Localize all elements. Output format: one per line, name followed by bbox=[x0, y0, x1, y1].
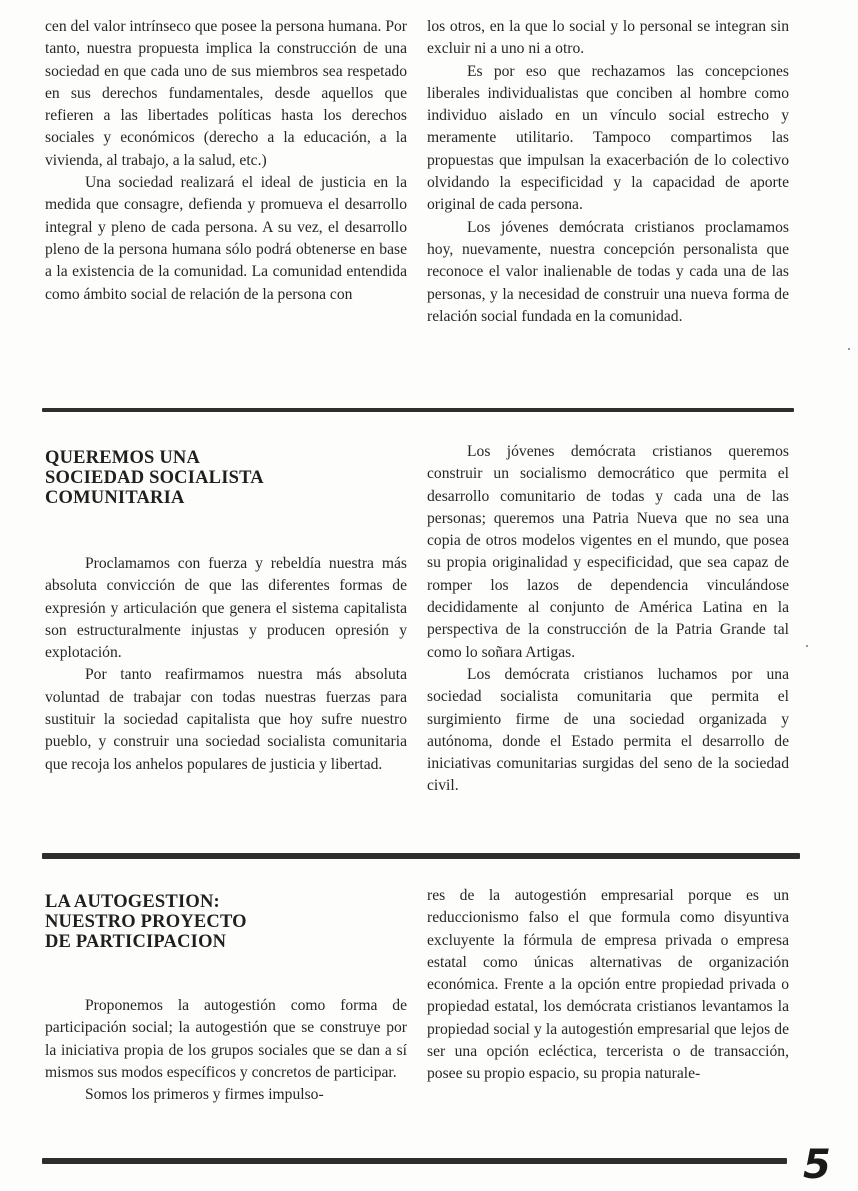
top-right-column bbox=[427, 16, 789, 328]
page-number: 5 bbox=[803, 1142, 831, 1188]
paragraph: Una sociedad realizará el ideal de justicia en la medida que consagre, defienda y promueva el desarrollo integral y pleno de cada persona. A su vez, el desarrollo pleno de la persona humana sólo podrá obtenerse en base a la existencia de la comunidad. La comunidad entendida como ámbito social de relación de la persona con bbox=[45, 174, 407, 303]
paragraph: Los jóvenes demócrata cristianos proclamamos hoy, nuevamente, nuestra concepción personalista que reconoce el valor inalienable de todas y cada una de las personas, y la necesidad de construir una nueva forma de relación social fundada en la comunidad. bbox=[427, 218, 789, 325]
paragraph: Por tanto reafirmamos nuestra más absoluta voluntad de trabajar con todas nuestras fuerzas para sustituir la sociedad capitalista que hoy sufre nuestro pueblo, y construir una sociedad socialista comunitaria que recoja los anhelos populares de justicia y libertad. bbox=[45, 666, 407, 773]
section3-right-column bbox=[427, 885, 789, 1086]
section-title-autogestion bbox=[45, 892, 345, 952]
paragraph: los otros, en la que lo social y lo personal se integran sin excluir ni a uno ni a otro. bbox=[427, 18, 789, 58]
section2-left-column bbox=[45, 553, 407, 776]
title-line: LA AUTOGESTION: bbox=[45, 892, 220, 912]
title-line: COMUNITARIA bbox=[45, 488, 185, 508]
paragraph: res de la autogestión empresarial porque es un reduccionismo falso el que formula como disyuntiva excluyente la fórmula de empresa privada o empresa estatal como únicas alternativas de organización económica. Frente a la opción entre propiedad privada o propiedad estatal, los demócrata cristianos levantamos la propiedad social y la autogestión empresarial que lejos de ser una opción ecléctica, tercerista o de transacción, posee su propio espacio, su propia naturale- bbox=[427, 887, 789, 1083]
paragraph: Los jóvenes demócrata cristianos queremos construir un socialismo democrático que permita el desarrollo comunitario de todas y cada una de las personas; queremos una Patria Nueva que no sea una copia de otros modelos vigentes en el mundo, que posea su propia originalidad y especificidad, que sea capaz de romper los lazos de dependencia vinculándose decididamente al conjunto de América Latina en la perspectiva de la construcción de la Patria Grande tal como lo soñara Artigas. bbox=[427, 443, 789, 661]
section-divider bbox=[42, 408, 794, 412]
paragraph: Somos los primeros y firmes impulso- bbox=[85, 1086, 324, 1104]
paragraph: Los demócrata cristianos luchamos por una sociedad socialista comunitaria que permita el surgimiento firme de una sociedad organizada y autónoma, donde el Estado permita el desarrollo de iniciativas comunitarias surgidas del seno de la sociedad civil. bbox=[427, 665, 789, 795]
title-line: SOCIEDAD SOCIALISTA bbox=[45, 468, 264, 488]
title-line: NUESTRO PROYECTO bbox=[45, 912, 247, 932]
section-divider bbox=[42, 853, 800, 859]
section3-left-column bbox=[45, 995, 407, 1106]
paragraph: Es por eso que rechazamos las concepciones liberales individualistas que conciben al hombre como individuo aislado en un vínculo social estrecho y meramente utilitario. Tampoco compartimos las propuestas que impulsan la exacerbación de lo colectivo olvidando la especificidad y la capacidad de aporte original de cada persona. bbox=[427, 62, 789, 214]
paragraph: Proponemos la autogestión como forma de participación social; la autogestión que se construye por la iniciativa propia de los grupos sociales que se dan a sí mismos sus modos específicos y concretos de participar. bbox=[45, 997, 407, 1081]
print-speck bbox=[806, 645, 808, 647]
paragraph: Proclamamos con fuerza y rebeldía nuestra más absoluta convicción de que las diferentes formas de expresión y articulación que genera el sistema capitalista son estructuralmente injustas y producen opresión y explotación. bbox=[45, 555, 407, 662]
paragraph: cen del valor intrínseco que posee la persona humana. Por tanto, nuestra propuesta implica la construcción de una sociedad en que cada uno de sus miembros sea respetado en sus derechos fundamentales, desde aquellos que refieren a las libertades políticas hasta los derechos sociales y económicos (derecho a la educación, a la vivienda, al trabajo, a la salud, etc.) bbox=[45, 18, 407, 169]
print-speck bbox=[848, 348, 850, 350]
section-title-socialista bbox=[45, 448, 345, 508]
title-line: DE PARTICIPACION bbox=[45, 932, 227, 952]
section2-right-column bbox=[427, 441, 789, 798]
top-left-column bbox=[45, 16, 407, 306]
title-line: QUEREMOS UNA bbox=[45, 448, 201, 468]
bottom-divider bbox=[42, 1158, 787, 1164]
